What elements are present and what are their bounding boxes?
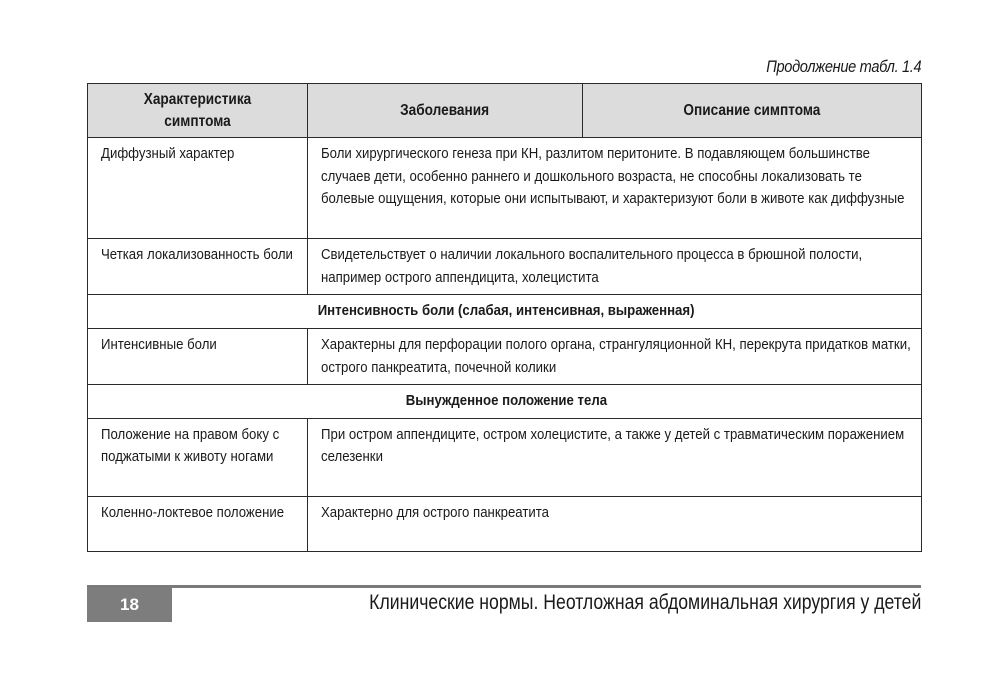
cell-description: Свидетельствует о наличии локального воспалительного процесса в брюшной полости, например острого аппендицита, холецистита — [308, 239, 922, 295]
cell-description: Боли хирургического генеза при КН, разлитом перитоните. В подавляющем большинстве случаев дети, особенно раннего и дошкольного возраста, не способны локализовать те болевые ощущения, которые они испытывают, и характеризуют боли в животе как диффузные — [308, 138, 922, 239]
table-continuation-label: Продолжение табл. 1.4 — [765, 57, 921, 76]
page-number: 18 — [120, 595, 139, 614]
section-row — [88, 385, 922, 419]
cell-description: Характерно для острого панкреатита — [308, 496, 922, 551]
section-heading-pain-intensity: Интенсивность боли (слабая, интенсивная, выраженная) — [88, 295, 922, 329]
cell-description: Характерны для перфорации полого органа, странгуляционной КН, перекрута придатков матки, острого панкреатита, почечной колики — [308, 329, 922, 385]
cell-characteristic: Четкая локализованность боли — [88, 239, 308, 295]
cell-characteristic: Коленно-локтевое положение — [88, 496, 308, 551]
footer-divider — [87, 585, 921, 588]
cell-characteristic: Положение на правом боку с поджатыми к животу ногами — [88, 418, 308, 496]
cell-characteristic: Интенсивные боли — [88, 329, 308, 385]
table-row — [88, 418, 922, 496]
page-number-box — [87, 588, 172, 622]
header-characteristic: Характеристика симптома — [88, 84, 308, 138]
section-heading-forced-position: Вынужденное положение тела — [88, 385, 922, 419]
header-diseases: Заболевания — [308, 84, 583, 138]
table-row — [88, 496, 922, 551]
cell-description: При остром аппендиците, остром холецистите, а также у детей с травматическим поражением селезенки — [308, 418, 922, 496]
cell-characteristic: Диффузный характер — [88, 138, 308, 239]
table-row — [88, 138, 922, 239]
symptoms-table — [87, 83, 922, 552]
running-footer-title: Клинические нормы. Неотложная абдоминальная хирургия у детей — [368, 591, 921, 614]
header-description: Описание симптома — [583, 84, 922, 138]
table-row — [88, 239, 922, 295]
section-row — [88, 295, 922, 329]
table-row — [88, 329, 922, 385]
table-header-row — [88, 84, 922, 138]
